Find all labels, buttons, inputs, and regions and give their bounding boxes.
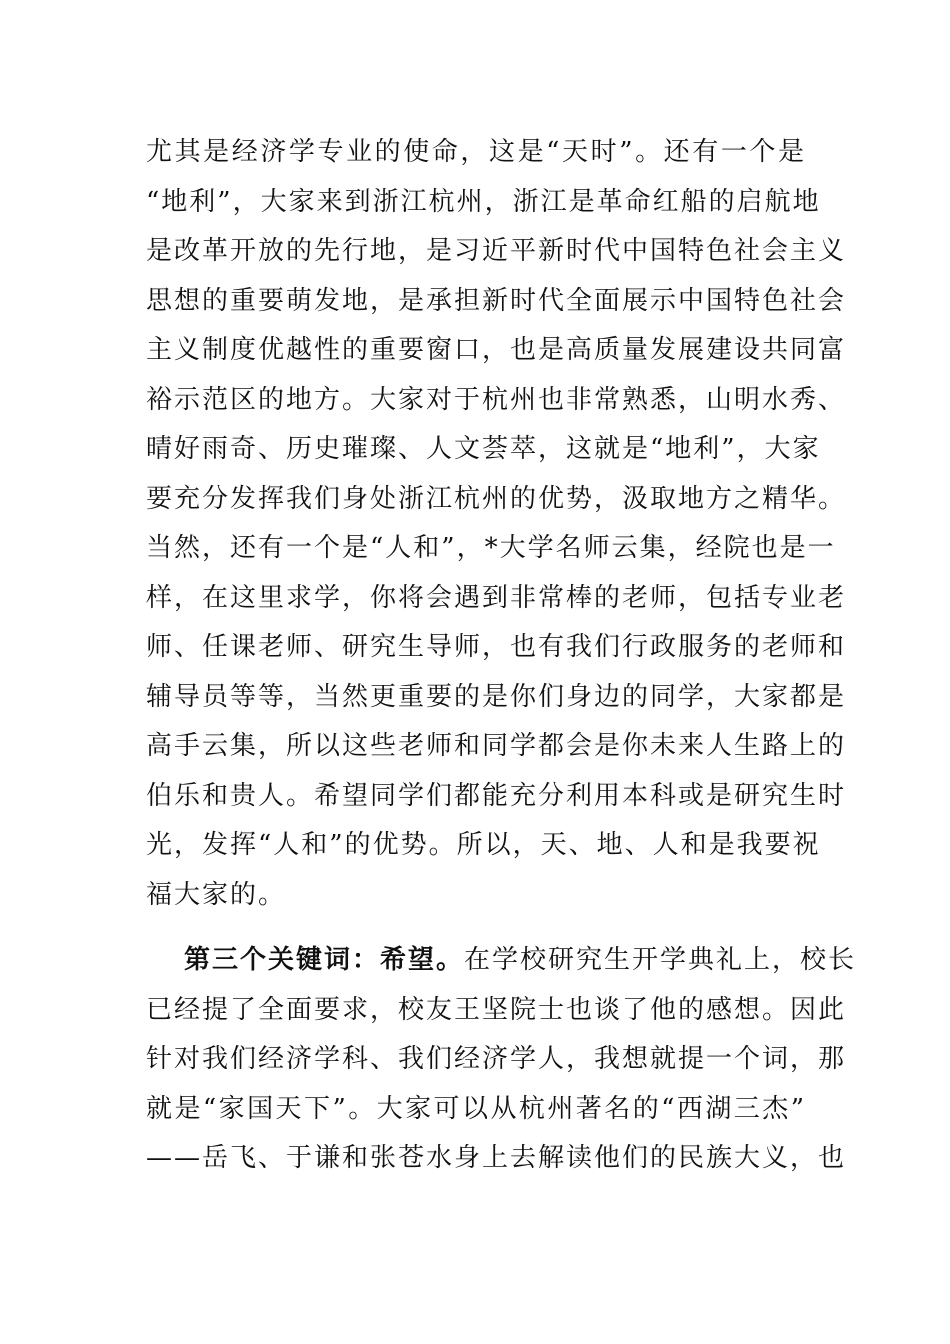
text-line: 要充分发挥我们身处浙江杭州的优势，汲取地方之精华。 [146,483,847,514]
text-line: 针对我们经济学科、我们经济学人，我想就提一个词，那 [146,1044,847,1074]
text-line: 主义制度优越性的重要窗口，也是高质量发展建设共同富 [146,335,847,365]
text-line: 师、任课老师、研究生导师，也有我们行政服务的老师和 [146,632,847,662]
text-line: 伯乐和贵人。希望同学们都能充分利用本科或是研究生时 [146,780,847,811]
text-line: 当然，还有一个是“人和”，*大学名师云集，经院也是一 [146,533,836,563]
text-line: 思想的重要萌发地，是承担新时代全面展示中国特色社会 [146,285,847,316]
keyword-heading: 第三个关键词：希望。 [184,945,465,975]
text-line: 样，在这里求学，你将会遇到非常棒的老师，包括专业老 [146,582,847,613]
text-line: 尤其是经济学专业的使命，这是“天时”。还有一个是 [146,137,806,167]
text-line: 晴好雨奇、历史璀璨、人文荟萃，这就是“地利”，大家 [146,434,821,464]
text-line: 辅导员等等，当然更重要的是你们身边的同学，大家都是 [146,681,847,712]
first-line [146,936,857,986]
text-line: ——岳飞、于谦和张苍水身上去解读他们的民族大义，也 [146,1143,847,1173]
text-line: “地利”，大家来到浙江杭州，浙江是革命红船的启航地 [146,186,821,217]
text-line: 已经提了全面要求，校友王坚院士也谈了他的感想。因此 [146,994,847,1025]
text-line: 光，发挥“人和”的优势。所以，天、地、人和是我要祝 [146,830,821,860]
text-line: 裕示范区的地方。大家对于杭州也非常熟悉，山明水秀、 [146,384,847,415]
paragraph-third-keyword-hope [146,936,857,1184]
text-run: 在学校研究生开学典礼上，校长 [464,945,857,975]
paragraph-tianshi-dili-renhe [146,128,847,920]
text-line: 高手云集，所以这些老师和同学都会是你未来人生路上的 [146,731,847,761]
text-line: 福大家的。 [146,879,287,910]
text-line: 就是“家国天下”。大家可以从杭州著名的“西湖三杰” [146,1093,806,1124]
text-line: 是改革开放的先行地，是习近平新时代中国特色社会主义 [146,236,847,266]
